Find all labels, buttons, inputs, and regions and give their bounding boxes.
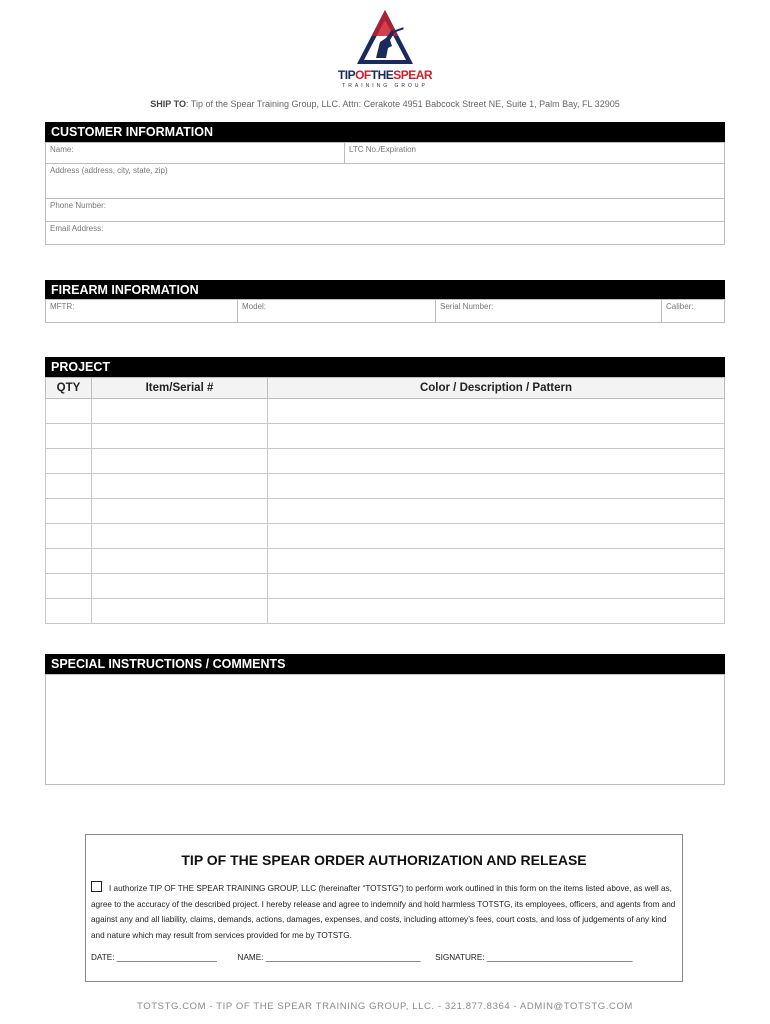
item-serial-cell[interactable] (92, 499, 268, 524)
customer-info-header: CUSTOMER INFORMATION (45, 122, 725, 142)
date-field[interactable]: DATE: ______________________ (91, 953, 217, 962)
qty-cell[interactable] (46, 499, 92, 524)
item-serial-cell[interactable] (92, 524, 268, 549)
qty-cell[interactable] (46, 474, 92, 499)
authorization-box (85, 834, 683, 982)
table-row (46, 549, 725, 574)
description-cell[interactable] (268, 449, 725, 474)
spear-emblem-icon (350, 8, 420, 68)
name-field[interactable]: Name: (45, 142, 345, 164)
item-serial-cell[interactable] (92, 599, 268, 624)
table-row (46, 449, 725, 474)
authorization-checkbox[interactable] (91, 881, 102, 892)
qty-cell[interactable] (46, 449, 92, 474)
model-field[interactable]: Model: (237, 299, 436, 323)
caliber-field[interactable]: Caliber: (661, 299, 725, 323)
qty-cell[interactable] (46, 599, 92, 624)
table-row (46, 424, 725, 449)
item-serial-cell[interactable] (92, 449, 268, 474)
signature-field[interactable]: SIGNATURE: ________________________________ (435, 953, 633, 962)
name-signature-field[interactable]: NAME: __________________________________ (237, 953, 421, 962)
description-cell[interactable] (268, 474, 725, 499)
item-serial-column-header: Item/Serial # (92, 378, 268, 399)
phone-field[interactable]: Phone Number: (45, 198, 725, 222)
description-cell[interactable] (268, 499, 725, 524)
ship-to-line: SHIP TO: Tip of the Spear Training Group, LLC. Attn: Cerakote 4951 Babcock Street NE, Suite 1, Palm Bay, FL 32905 (150, 99, 620, 109)
qty-cell[interactable] (46, 399, 92, 424)
special-instructions-field[interactable] (45, 674, 725, 785)
table-row (46, 599, 725, 624)
description-column-header: Color / Description / Pattern (268, 378, 725, 399)
ltc-expiration-field[interactable]: LTC No./Expiration (344, 142, 725, 164)
description-cell[interactable] (268, 574, 725, 599)
item-serial-cell[interactable] (92, 549, 268, 574)
firearm-info-header: FIREARM INFORMATION (45, 280, 725, 300)
item-serial-cell[interactable] (92, 424, 268, 449)
authorization-title: TIP OF THE SPEAR ORDER AUTHORIZATION AND RELEASE (181, 852, 587, 868)
serial-number-field[interactable]: Serial Number: (435, 299, 662, 323)
special-instructions-header: SPECIAL INSTRUCTIONS / COMMENTS (45, 654, 725, 674)
qty-cell[interactable] (46, 549, 92, 574)
signature-line (91, 953, 676, 962)
table-row (46, 474, 725, 499)
description-cell[interactable] (268, 599, 725, 624)
table-row (46, 499, 725, 524)
mftr-field[interactable]: MFTR: (45, 299, 238, 323)
item-serial-cell[interactable] (92, 474, 268, 499)
item-serial-cell[interactable] (92, 574, 268, 599)
qty-cell[interactable] (46, 524, 92, 549)
description-cell[interactable] (268, 524, 725, 549)
description-cell[interactable] (268, 424, 725, 449)
qty-cell[interactable] (46, 424, 92, 449)
email-field[interactable]: Email Address: (45, 221, 725, 245)
company-logo (337, 8, 433, 90)
project-table (45, 377, 725, 624)
qty-cell[interactable] (46, 574, 92, 599)
table-row (46, 524, 725, 549)
table-row (46, 399, 725, 424)
address-field[interactable]: Address (address, city, state, zip) (45, 163, 725, 199)
authorization-text: I authorize TIP OF THE SPEAR TRAINING GROUP, LLC (hereinafter “TOTSTG”) to perform work outlined in this form on the items listed above, as well as, agree to the accuracy of the described project. I hereby release and agree to indemnify and hold harmless TOTSTG, its employees, officers, and agents from and against any and all liability, claims, demands, actions, damages, expenses, and costs, including attorney’s fees, court costs, and loss of judgements of any kind and nature which may result from services provided for me by TOTSTG. (91, 881, 676, 943)
footer: TOTSTG.COM - TIP OF THE SPEAR TRAINING GROUP, LLC. - 321.877.8364 - ADMIN@TOTSTG.COM (137, 1001, 633, 1012)
project-header: PROJECT (45, 357, 725, 377)
logo-subtitle: TRAINING GROUP (342, 83, 428, 89)
description-cell[interactable] (268, 549, 725, 574)
qty-column-header: QTY (46, 378, 92, 399)
logo-wordmark: TIPOFTHESPEAR (337, 68, 433, 82)
item-serial-cell[interactable] (92, 399, 268, 424)
table-row (46, 574, 725, 599)
description-cell[interactable] (268, 399, 725, 424)
